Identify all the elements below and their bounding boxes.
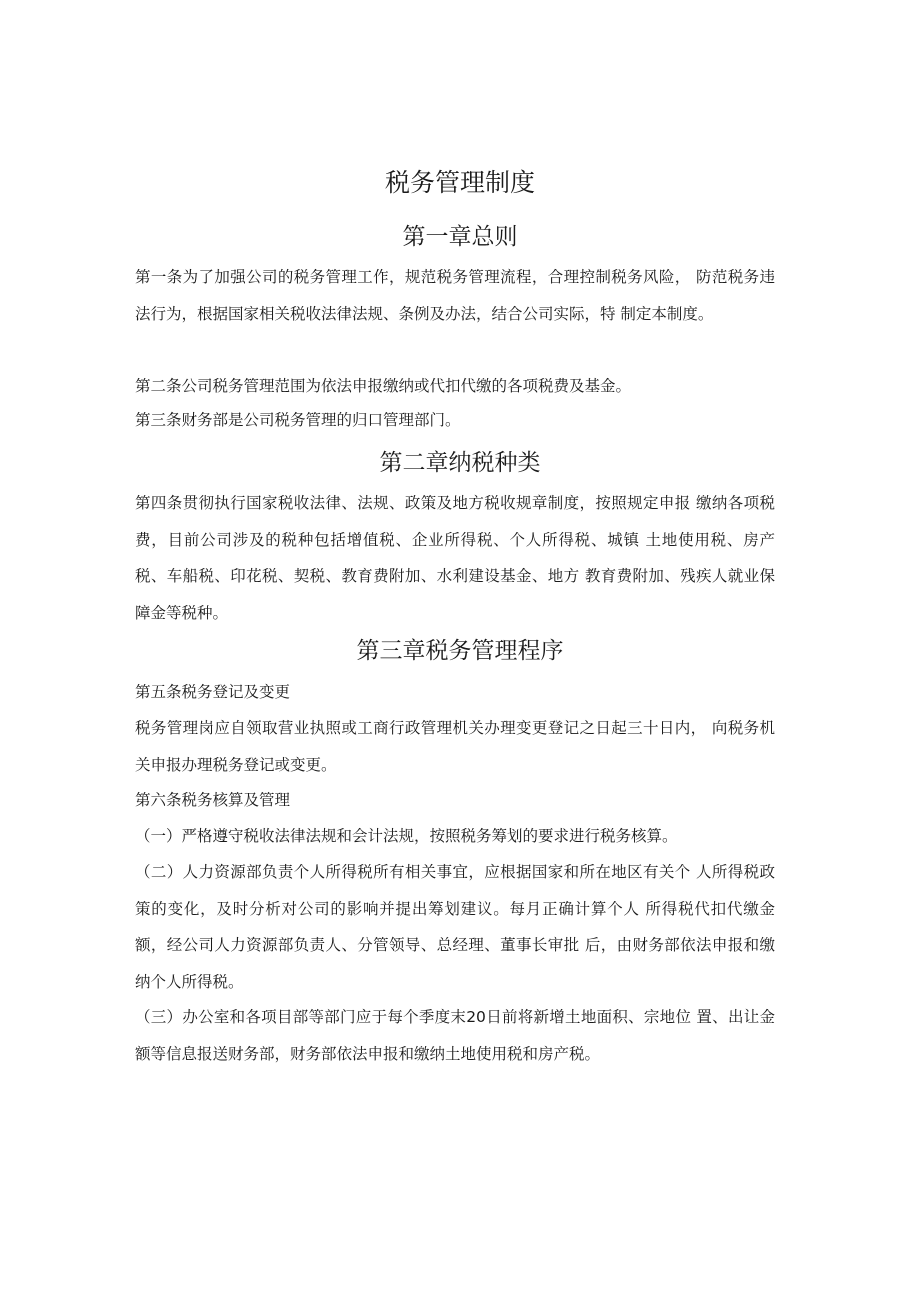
chapter-3-heading: 第三章税务管理程序 bbox=[356, 638, 564, 664]
article-3: 第三条财务部是公司税务管理的归口管理部门。 bbox=[135, 411, 461, 429]
chapter-1-heading: 第一章总则 bbox=[402, 224, 518, 250]
article-2: 第二条公司税务管理范围为依法申报缴纳或代扣代缴的各项税费及基金。 bbox=[135, 377, 632, 395]
article-4: 第四条贯彻执行国家税收法律、法规、政策及地方税收规章制度，按照规定申报 缴纳各项税费，目前公司涉及的税种包括增值税、企业所得税、个人所得税、城镇 土地使用税、房产税、车船税、印花税、契税、教育费附加、水利建设基金、地方 教育费附加、残疾人就业保障金等税种。 bbox=[135, 494, 775, 622]
article-6-item-1: （一）严格遵守税收法律法规和会计法规，按照税务筹划的要求进行税务核算。 bbox=[135, 827, 678, 845]
article-5-title: 第五条税务登记及变更 bbox=[135, 683, 291, 701]
document-title: 税务管理制度 bbox=[384, 168, 535, 197]
chapter-2-heading: 第二章纳税种类 bbox=[379, 450, 541, 476]
article-6-title: 第六条税务核算及管理 bbox=[135, 791, 291, 809]
article-6-item-3: （三）办公室和各项目部等部门应于每个季度末20日前将新增土地面积、宗地位 置、出让金额等信息报送财务部，财务部依法申报和缴纳土地使用税和房产税。 bbox=[135, 1008, 775, 1063]
article-6-item-2: （二）人力资源部负责个人所得税所有相关事宜，应根据国家和所在地区有关个 人所得税政策的变化，及时分析对公司的影响并提出筹划建议。每月正确计算个人 所得税代扣代缴金额，经公司人力资源部负责人、分管领导、总经理、董事长审批 后，由财务部依法申报和缴纳个人所得税。 bbox=[135, 863, 775, 991]
article-1: 第一条为了加强公司的税务管理工作，规范税务管理流程，合理控制税务风险， 防范税务违法行为，根据国家相关税收法律法规、条例及办法，结合公司实际，特 制定本制度。 bbox=[135, 268, 775, 323]
article-5-body: 税务管理岗应自领取营业执照或工商行政管理机关办理变更登记之日起三十日内， 向税务机关申报办理税务登记或变更。 bbox=[135, 719, 775, 774]
